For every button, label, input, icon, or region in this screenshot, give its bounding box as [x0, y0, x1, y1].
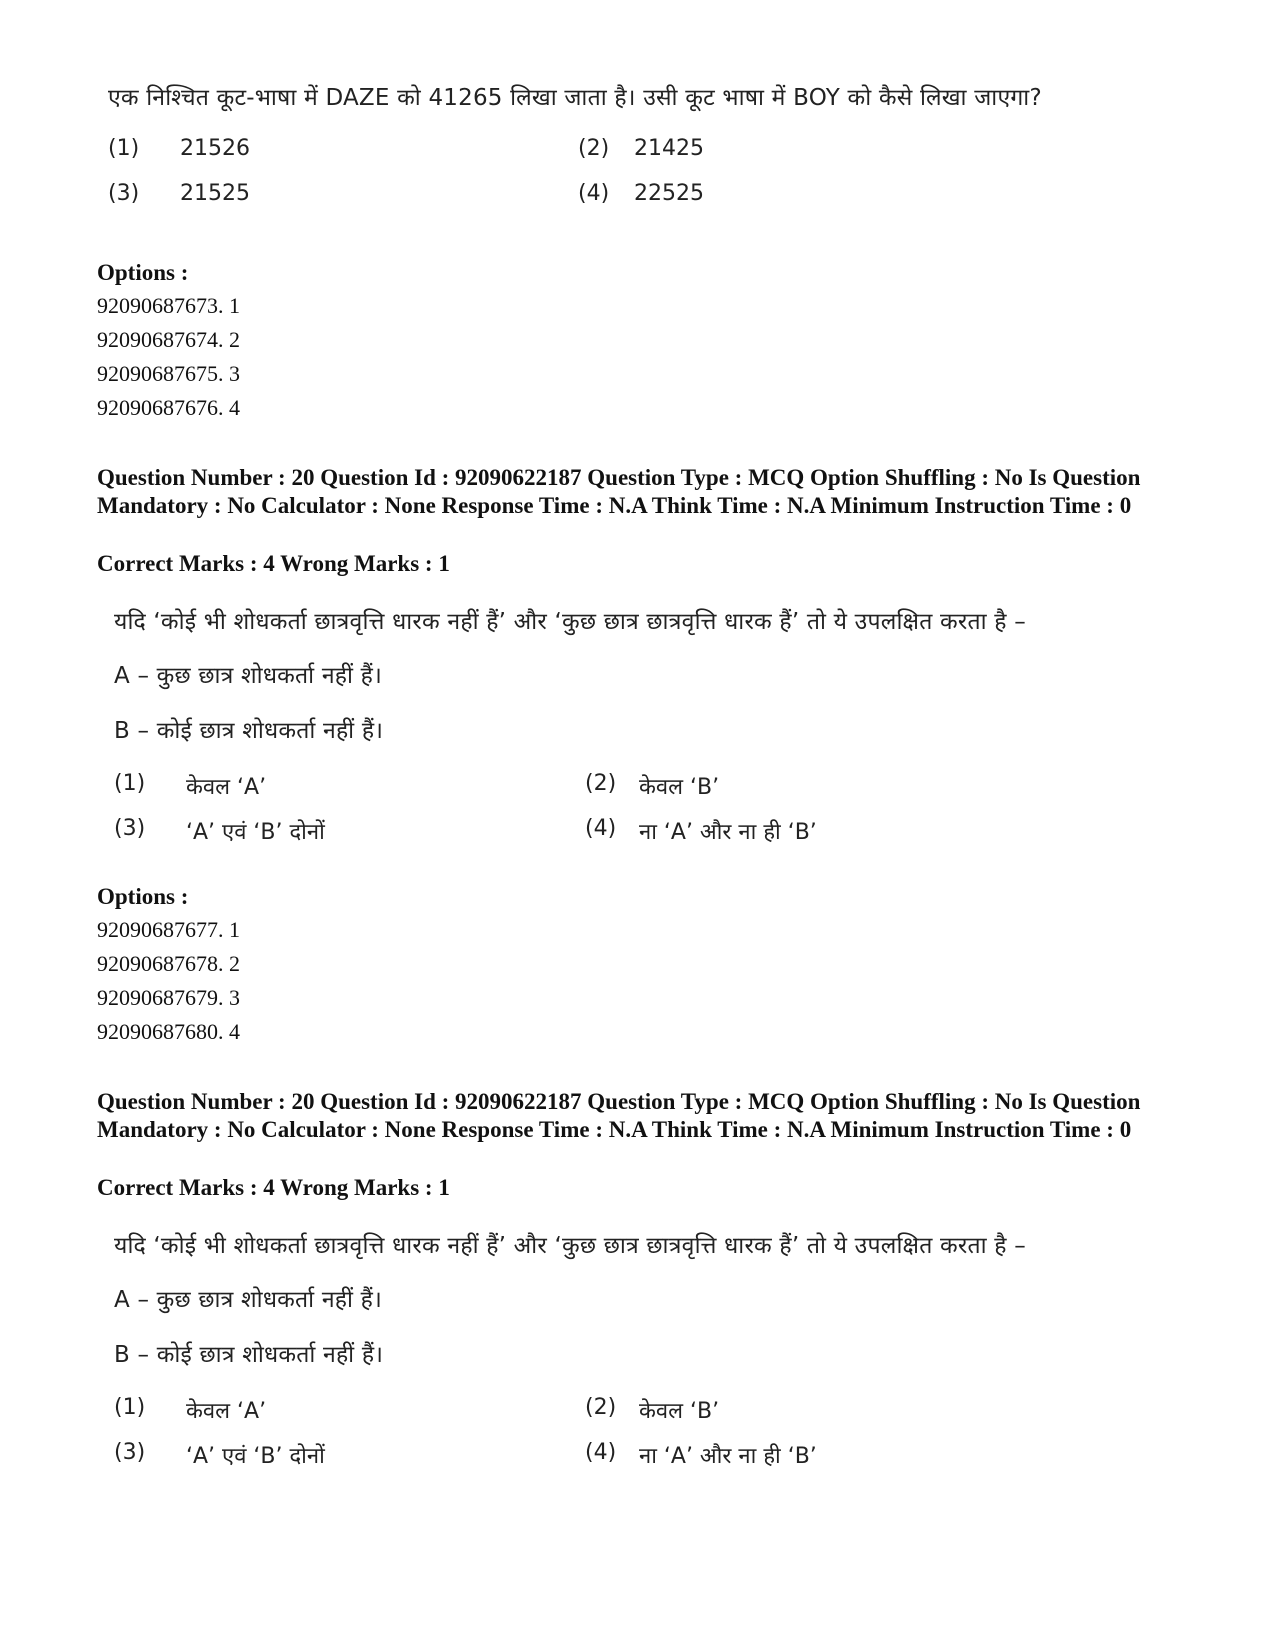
choice-number: (2): [585, 771, 617, 796]
option-item: 92090687673. 1: [97, 293, 240, 318]
choice-number: (3): [108, 181, 140, 206]
choice-number: (1): [108, 136, 140, 161]
choice-value: ना ‘A’ और ना ही ‘B’: [639, 1444, 817, 1469]
choice-value: केवल ‘B’: [639, 1399, 720, 1424]
choice-value: 22525: [634, 181, 704, 206]
choice-value: ‘A’ एवं ‘B’ दोनों: [186, 820, 325, 845]
option-item: 92090687674. 2: [97, 327, 240, 352]
choice-number: (1): [114, 771, 146, 796]
choice-value: ना ‘A’ और ना ही ‘B’: [639, 820, 817, 845]
question-2-conclusion-a: A – कुछ छात्र शोधकर्ता नहीं हैं।: [114, 663, 383, 689]
choice-value: 21525: [180, 181, 250, 206]
question-1-text: एक निश्चित कूट-भाषा में DAZE को 41265 लिखा जाता है। उसी कूट भाषा में BOY को कैसे लिखा जाएगा?: [108, 85, 1042, 111]
question-1-choice-2: [578, 136, 1178, 166]
question-2-marks: Correct Marks : 4 Wrong Marks : 1: [97, 551, 450, 576]
options-list: [97, 913, 240, 1049]
choice-value: 21526: [180, 136, 250, 161]
choice-number: (4): [578, 181, 610, 206]
choice-value: 21425: [634, 136, 704, 161]
choice-number: (3): [114, 816, 146, 841]
option-item: 92090687680. 4: [97, 1019, 240, 1044]
question-1-choice-4: [578, 181, 1178, 211]
choice-value: ‘A’ एवं ‘B’ दोनों: [186, 1444, 325, 1469]
option-item: 92090687675. 3: [97, 361, 240, 386]
question-3-metadata: Question Number : 20 Question Id : 92090622187 Question Type : MCQ Option Shuffling : No Is Question Mandatory : No Calculator : None Response Time : N.A Think Time : N.A Minimum Instruction Time : 0: [97, 1089, 1141, 1142]
options-heading: Options :: [97, 260, 189, 285]
option-item: 92090687679. 3: [97, 985, 240, 1010]
choice-value: केवल ‘B’: [639, 775, 720, 800]
choice-number: (4): [585, 1440, 617, 1465]
question-2-metadata: Question Number : 20 Question Id : 92090622187 Question Type : MCQ Option Shuffling : No Is Question Mandatory : No Calculator : None Response Time : N.A Think Time : N.A Minimum Instruction Time : 0: [97, 465, 1141, 518]
choice-number: (1): [114, 1395, 146, 1420]
question-2-statement: यदि ‘कोई भी शोधकर्ता छात्रवृत्ति धारक नहीं हैं’ और ‘कुछ छात्र छात्रवृत्ति धारक हैं’ तो ये उपलक्षित करता है –: [114, 609, 1026, 635]
question-3-conclusion-a: A – कुछ छात्र शोधकर्ता नहीं हैं।: [114, 1287, 383, 1313]
question-2-choice-4: [585, 816, 1185, 848]
option-item: 92090687676. 4: [97, 395, 240, 420]
choice-value: केवल ‘A’: [186, 1399, 267, 1424]
question-3-statement: यदि ‘कोई भी शोधकर्ता छात्रवृत्ति धारक नहीं हैं’ और ‘कुछ छात्र छात्रवृत्ति धारक हैं’ तो ये उपलक्षित करता है –: [114, 1233, 1026, 1259]
question-3-choice-4: [585, 1440, 1185, 1472]
choice-number: (3): [114, 1440, 146, 1465]
question-3-choice-2: [585, 1395, 1185, 1427]
options-heading: Options :: [97, 884, 189, 909]
choice-number: (2): [578, 136, 610, 161]
choice-number: (4): [585, 816, 617, 841]
question-3-marks: Correct Marks : 4 Wrong Marks : 1: [97, 1175, 450, 1200]
choice-value: केवल ‘A’: [186, 775, 267, 800]
option-item: 92090687677. 1: [97, 917, 240, 942]
question-3-conclusion-b: B – कोई छात्र शोधकर्ता नहीं हैं।: [114, 1342, 384, 1368]
options-list: [97, 289, 240, 425]
choice-number: (2): [585, 1395, 617, 1420]
question-2-choice-2: [585, 771, 1185, 803]
question-2-conclusion-b: B – कोई छात्र शोधकर्ता नहीं हैं।: [114, 718, 384, 744]
option-item: 92090687678. 2: [97, 951, 240, 976]
